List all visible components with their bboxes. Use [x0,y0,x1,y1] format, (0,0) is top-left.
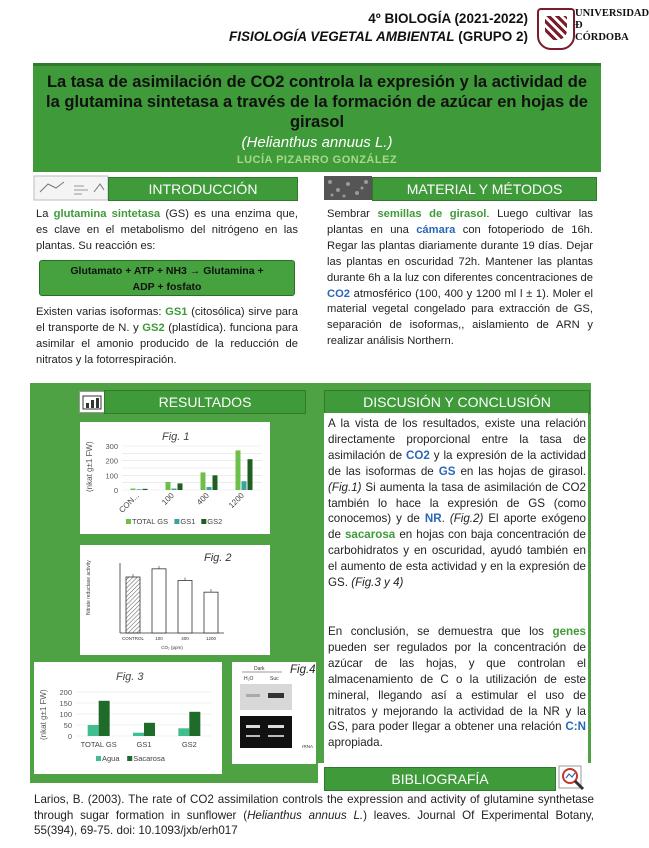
fig1-xtick: CON... [117,491,141,515]
fig3-ytick: 50 [63,721,72,730]
fig1-ytick: 300 [105,442,118,451]
fig1-bar-total-gs [236,450,241,490]
fig2-xtick: 100 [155,636,163,641]
intro-text: Existen varias isoformas: [36,306,166,318]
disc-text: Si aumenta la tasa de asimilación de CO2 también lo hace la expresión de GS (como conocemos) y de [328,480,586,526]
disc-highlight-co2: CO2 [406,448,430,462]
fig3-legend-label: Sacarosa [133,754,165,763]
fig1-xtick: 100 [160,491,176,507]
ref-text: ) leaves. Journal Of Experimental Botany, 55(394), 69-75. doi: 10.1093/jxb/erh017 [34,808,594,837]
fig4-dark-label: Dark [254,666,265,672]
author-name: LUCÍA PIZARRO GONZÁLEZ [236,154,398,166]
figure-2-chart [80,545,270,655]
conclusion-paragraph [328,624,586,751]
fig1-legend-label: GS1 [180,517,196,526]
bibliography-header: BIBLIOGRAFÍA [324,767,556,791]
fig1-legend-label: GS2 [207,517,223,526]
fig1-bar-gs1 [137,489,142,490]
logo-text-3: CÓRDOBA [575,32,629,43]
fig1-title: Fig. 1 [162,431,190,443]
reference-text [34,792,594,839]
disc-text: El aporte exógeno de [328,512,586,542]
fig1-bar-total-gs [166,482,171,490]
concl-highlight-genes: genes [552,625,586,638]
fig4-rrna-label: rRNA [302,744,313,749]
concl-highlight-cn: C:N [565,720,586,734]
disc-text: y la expresión de la actividad de las isoformas de [328,448,586,478]
fig3-ytick: 100 [59,710,72,719]
fig3-bar-sacarosa [189,712,200,736]
fig1-bar-total-gs [201,472,206,490]
figure-1 [80,422,270,534]
fig3-xtick: TOTAL GS [80,740,117,749]
fig3-bar-agua [88,725,99,736]
figure-2 [80,545,270,655]
intro-text: (plastídica). funciona para asimilar el amonio producido de la reducción de nitratos y la fotorrespiración. [36,321,298,366]
fig2-bar [152,569,166,633]
intro-text: La [36,208,54,220]
disc-text: en hojas con baja concentración de carbohidratos y en oscuridad, ayudó también en el aumento de esta actividad y en la expresión de GS. [328,528,586,590]
fig3-ylabel: (nkat g±1 FW) [39,689,48,740]
fig3-bar-sacarosa [144,723,155,736]
subject-name: FISIOLOGÍA VEGETAL AMBIENTAL [228,29,455,44]
methods-highlight-co2: CO2 [327,287,351,300]
intro-highlight-gs1: GS1 [165,306,188,318]
methods-thumbnail-icon [324,176,372,200]
fig2-xtick: CONTROL [121,636,145,641]
results-header: RESULTADOS [104,390,306,414]
subject-line [229,29,528,44]
fig1-ytick: 0 [113,486,118,495]
disc-text: en las hojas de girasol. [455,464,586,478]
logo-text [575,8,649,44]
figure-3 [34,662,222,774]
concl-text: En conclusión, se demuestra que los [328,625,553,638]
reaction-line-1: Glutamato + ATP + NH3 → Glutamina + [70,265,264,277]
disc-ref-fig2: (Fig.2) [449,512,484,526]
chart-icon [79,391,105,413]
methods-text: Sembrar [327,208,378,220]
fig4-h2o-label: H₂O [244,676,254,682]
ref-text: Larios, B. (2003). The rate of CO2 assimilation controls the expression and activity of glutamine synthetase through sugar formation in sunflower ( [34,793,594,822]
fig1-bar-gs2 [213,475,218,490]
fig3-bar-agua [133,733,144,736]
fig2-xlabel: CO₂ (ppm) [161,645,183,650]
fig1-legend-swatch [126,519,131,524]
fig1-ytick: 100 [105,471,118,481]
fig3-title: Fig. 3 [116,671,144,683]
fig2-title: Fig. 2 [204,552,232,564]
group-label: (GRUPO 2) [454,29,528,44]
methods-paragraph [327,207,593,350]
fig2-bar [204,592,218,633]
intro-paragraph-1 [36,207,298,255]
intro-paragraph-2 [36,305,298,369]
concl-text: pueden ser regulados por la concentración de azúcar de las hojas, y que controlan el almacenamiento de C o la utilización de este mineral, llegando así a estimular el uso de nitratos y mejorando la actividad de la NR y la GS, para poder llegar a obtener una relación [328,640,586,734]
fig1-bar-gs1 [242,481,247,490]
fig1-legend-label: TOTAL GS [132,517,169,526]
university-seal-icon [537,8,575,50]
fig3-legend-swatch [127,756,132,761]
fig3-ytick: 150 [59,699,72,708]
intro-header: INTRODUCCIÓN [108,177,298,201]
northern-blot-image [232,662,316,764]
methods-highlight-seeds: semillas de girasol [377,208,487,220]
reaction-box [39,260,295,296]
logo-text-1: UNIVERSIDAD [575,8,649,19]
disc-text: . [441,512,450,526]
reaction-line-2: ADP + fosfato [132,281,202,293]
disc-ref-fig1: (Fig.1) [328,480,362,494]
title-box [33,63,601,172]
university-logo [537,6,649,48]
disc-text: A la vista de los resultados, existe una relación directamente proporcional entre la tasa de asimilación de [328,417,586,462]
figure-4-title: Fig.4 [290,664,316,676]
fig3-xtick: GS1 [136,740,152,749]
intro-thumbnail-icon [34,176,108,200]
fig3-legend-label: Agua [102,754,120,763]
magnifier-icon [557,764,587,792]
intro-text: (GS) es una enzima que, es clave en el metabolismo del nitrógeno en las plantas. Su reacción es: [36,208,298,252]
methods-text: con fotoperiodo de 16h. Regar las plantas diariamente durante 19 días. Dejar las plantas en oscuridad 72h. Mantener las plantas durante 6h a la luz con diferentes concentraciones de [327,223,593,284]
fig2-xtick: 1200 [205,636,217,641]
course-line: 4º BIOLOGÍA (2021-2022) [368,11,528,26]
figure-3-chart [34,662,222,774]
fig1-ylabel: (nkat g±1 FW) [85,441,94,492]
fig1-xtick: 1200 [226,491,246,510]
discussion-header: DISCUSIÓN Y CONCLUSIÓN [324,390,590,414]
intro-highlight-gs2: GS2 [142,321,165,334]
fig3-ytick: 0 [67,732,72,741]
fig1-bar-gs2 [178,483,183,490]
figure-1-chart [80,422,270,534]
discussion-paragraph [328,416,586,591]
ref-species: Helianthus annuus L. [247,808,364,822]
disc-highlight-gs: GS [438,464,456,478]
fig1-bar-total-gs [131,489,136,490]
fig3-ytick: 200 [59,688,72,697]
methods-text: atmosférico (100, 400 y 1200 ml l ± 1). Moler el material vegetal congelado para extracción de GS, separación de isoformas,, aislamiento de ARN y realizar análisis Northern. [327,287,593,348]
concl-text: apropiada. [328,736,383,750]
methods-header: MATERIAL Y MÉTODOS [372,177,597,201]
fig2-bar [178,581,192,634]
fig3-legend-swatch [96,756,101,761]
species-name: (Helianthus annuus L.) [241,134,393,151]
fig3-bar-agua [178,728,189,736]
fig1-bar-gs1 [172,489,177,490]
disc-highlight-sacarosa: sacarosa [344,528,396,542]
logo-text-2: Ð [575,20,583,31]
fig2-bar [126,577,140,633]
fig2-xtick: 400 [181,636,189,641]
fig2-ylabel: Nitrate reductase activity [86,560,92,615]
methods-text: . Luego cultivar las plantas en una [327,208,593,236]
methods-highlight-chamber: cámara [416,223,456,236]
figure-4 [232,662,316,764]
disc-ref-fig3-4: (Fig.3 y 4) [351,576,404,590]
fig1-bar-gs2 [143,489,148,490]
fig1-legend-swatch [174,519,179,524]
fig1-bar-gs2 [248,459,253,490]
fig4-suc-label: Suc [270,676,279,682]
fig1-bar-gs1 [207,487,212,490]
intro-text: (citosólica) sirve para el transporte de N. y [36,306,298,334]
poster-title: La tasa de asimilación de CO2 controla la expresión y la actividad de la glutamina sintetasa a través de la formación de azúcar en hojas de girasol [46,73,588,131]
fig3-bar-sacarosa [99,701,110,736]
intro-highlight-gs: glutamina sintetasa [53,208,161,220]
fig3-xtick: GS2 [181,740,197,749]
fig1-ytick: 200 [105,456,118,466]
fig1-legend-swatch [201,519,206,524]
fig1-xtick: 400 [195,491,211,507]
disc-highlight-nr: NR [424,512,442,526]
